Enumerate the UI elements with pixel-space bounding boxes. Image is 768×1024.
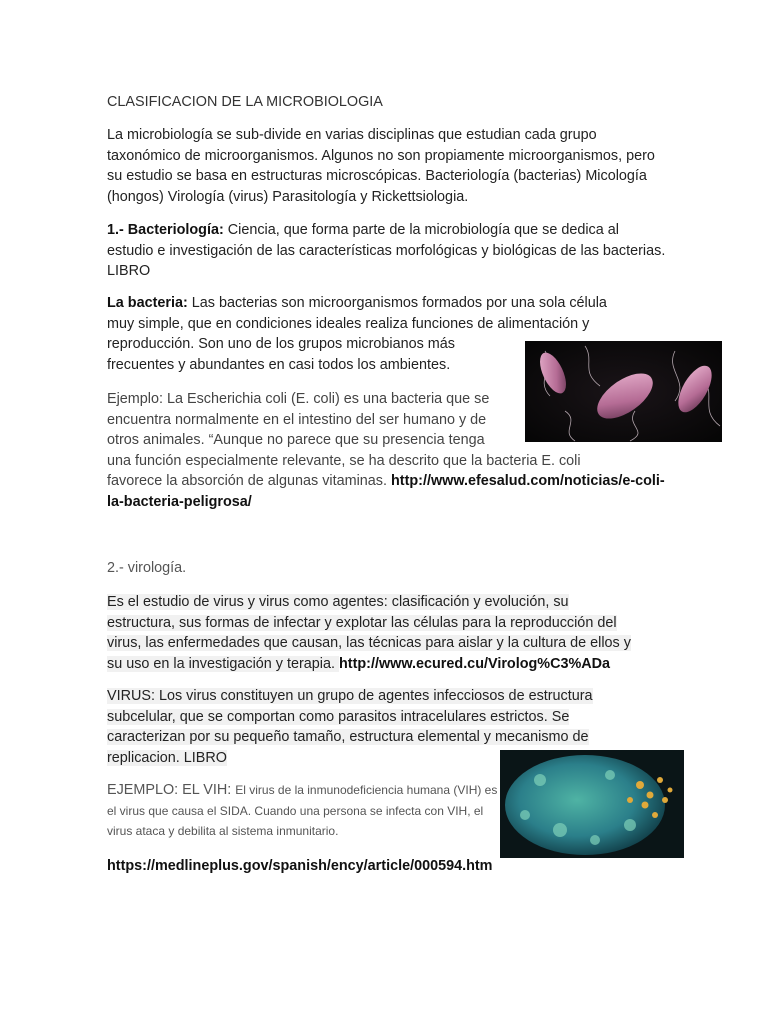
- efesalud-link[interactable]: http://www.efesalud.com/noticias/e-coli-la-bacteria-peligrosa/: [107, 473, 665, 510]
- example-line-5: favorece la absorción de algunas vitaminas.: [107, 473, 391, 489]
- bacteria-label: La bacteria:: [107, 295, 188, 311]
- virology-paragraph: [107, 592, 667, 674]
- example-line-4: una función especialmente relevante, se ha descrito que la bacteria E. coli: [107, 452, 581, 469]
- intro-paragraph: La microbiología se sub-divide en varias disciplinas que estudian cada grupo taxonómico de microorganismos. Algunos no son propiamente microorganismos, pero su estudio se basa en estructuras microscópicas. Bacteriología (bacterias) Micología (hongos) Virología (virus) Parasitología y Rickettsiologia.: [107, 127, 655, 205]
- bacteriology-heading: 1.- Bacteriología:: [107, 222, 224, 238]
- virus-line-2: subcelular, que se comportan como parasitos intracelulares estrictos. Se: [107, 708, 570, 725]
- example-line-1: La Escherichia coli (E. coli) es una bacteria que se: [163, 391, 490, 407]
- vih-label: EJEMPLO: EL VIH:: [107, 782, 236, 798]
- virology-line-3: virus, las enfermedades que causan, las técnicas para aislar y la cultura de ellos y: [107, 635, 631, 651]
- virology-heading: 2.- virología.: [107, 560, 187, 576]
- bacteria-line-1: Las bacterias son microorganismos formados por una sola célula: [187, 295, 607, 311]
- medlineplus-paragraph: [107, 856, 667, 877]
- example-line-3: otros animales. “Aunque no parece que su presencia tenga: [107, 432, 485, 448]
- virology-line-1: Es el estudio de virus y virus como agentes: clasificación y evolución, su: [107, 594, 569, 610]
- bacteriology-paragraph: [107, 220, 667, 282]
- bacteriology-text: Ciencia, que forma parte de la microbiología que se dedica al estudio e investigación de las características morfológicas y biológicas de las bacterias. LIBRO: [107, 222, 666, 279]
- example-line-2: encuentra normalmente en el intestino del ser humano y de: [107, 411, 487, 428]
- bacteria-line-3: reproducción. Son uno de los grupos microbianos más: [107, 336, 455, 352]
- virus-line-4: replicacion. LIBRO: [107, 749, 227, 766]
- example-paragraph: [107, 389, 667, 512]
- document-title: CLASIFICACION DE LA MICROBIOLOGIA: [107, 94, 383, 110]
- virology-line-4: su uso en la investigación y terapia.: [107, 655, 339, 672]
- bacteria-line-4: frecuentes y abundantes en casi todos los ambientes.: [107, 356, 451, 373]
- virus-line-3: caracterizan por su pequeño tamaño, estructura elemental y mecanismo de: [107, 729, 589, 745]
- virus-line-1: VIRUS: Los virus constituyen un grupo de agentes infecciosos de estructura: [107, 688, 593, 704]
- virology-line-2: estructura, sus formas de infectar y explotar las células para la reproducción del: [107, 614, 617, 631]
- vih-paragraph: [107, 780, 507, 842]
- virus-image: [500, 750, 684, 858]
- medlineplus-link[interactable]: https://medlineplus.gov/spanish/ency/article/000594.htm: [107, 858, 493, 874]
- example-label: Ejemplo:: [107, 391, 163, 407]
- bacteria-line-2: muy simple, que en condiciones ideales realiza funciones de alimentación y: [107, 315, 590, 332]
- ecured-link[interactable]: http://www.ecured.cu/Virolog%C3%ADa: [339, 655, 611, 672]
- vih-text: El virus de la inmunodeficiencia humana (VIH) es el virus que causa el SIDA. Cuando una persona se infecta con VIH, el virus ataca y debilita al sistema inmunitario.: [107, 783, 498, 838]
